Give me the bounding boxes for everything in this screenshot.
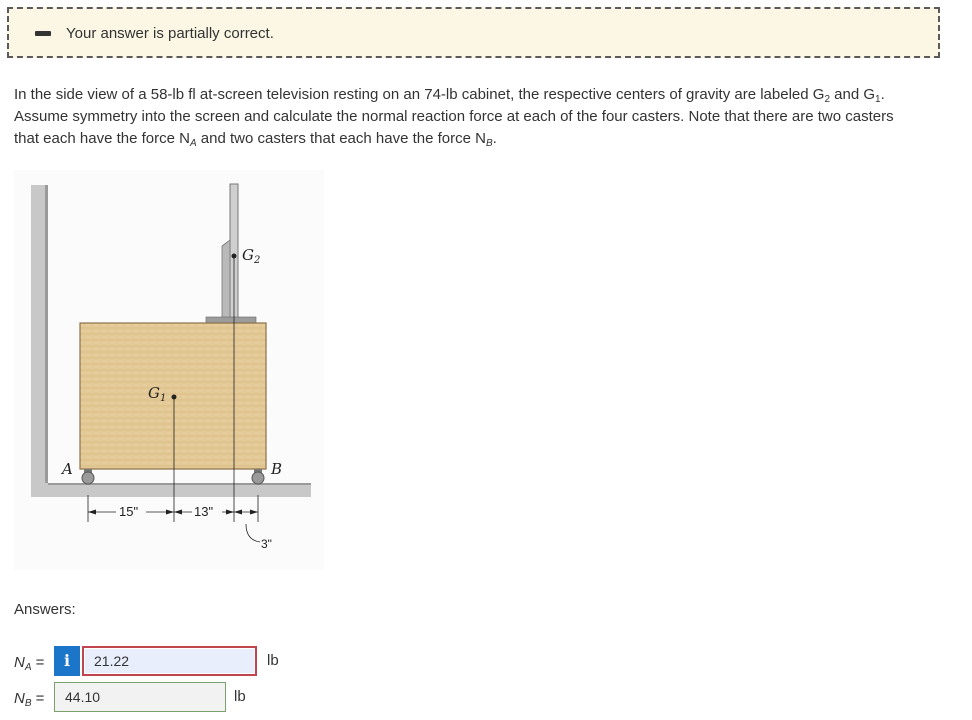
answer-row-nb — [14, 682, 274, 716]
answer-row-na — [14, 646, 314, 680]
dim-13: 13" — [194, 504, 214, 519]
feedback-message: Your answer is partially correct. — [66, 25, 274, 42]
question-line-1: In the side view of a 58-lb fl at-screen television resting on an 74-lb cabinet, the respective centers of gravity are labeled $G_2$ and $G_1$. — [14, 86, 885, 105]
floor — [31, 483, 311, 497]
question-line-3: that each have the force $N_A$ and two casters that each have the force $N_B$. — [14, 130, 497, 149]
label-g2: $G_2$ — [242, 246, 261, 266]
dim-15: 15" — [119, 504, 139, 519]
answers-heading: Answers: — [14, 601, 76, 618]
question-line-2: Assume symmetry into the screen and calculate the normal reaction force at each of the four casters. Note that there are two casters — [14, 108, 894, 125]
question-text — [14, 84, 944, 150]
nb-input[interactable]: 44.10 — [54, 682, 226, 712]
na-unit: lb — [267, 652, 279, 669]
problem-figure — [14, 170, 324, 575]
na-input[interactable]: 21.22 — [82, 646, 257, 676]
label-a: A — [62, 460, 73, 478]
partial-correct-icon — [35, 31, 51, 36]
label-g1: $G_1$ — [148, 384, 167, 404]
feedback-banner — [7, 7, 940, 58]
label-b: B — [271, 460, 283, 478]
nb-label: $N_B$ = — [14, 690, 45, 709]
nb-unit: lb — [234, 688, 246, 705]
info-icon[interactable]: i — [54, 646, 80, 676]
tv-stand — [206, 317, 256, 323]
na-label: $N_A$ = — [14, 654, 45, 673]
dim-3: 3" — [261, 537, 272, 551]
tv-cabinet-diagram — [14, 170, 324, 570]
